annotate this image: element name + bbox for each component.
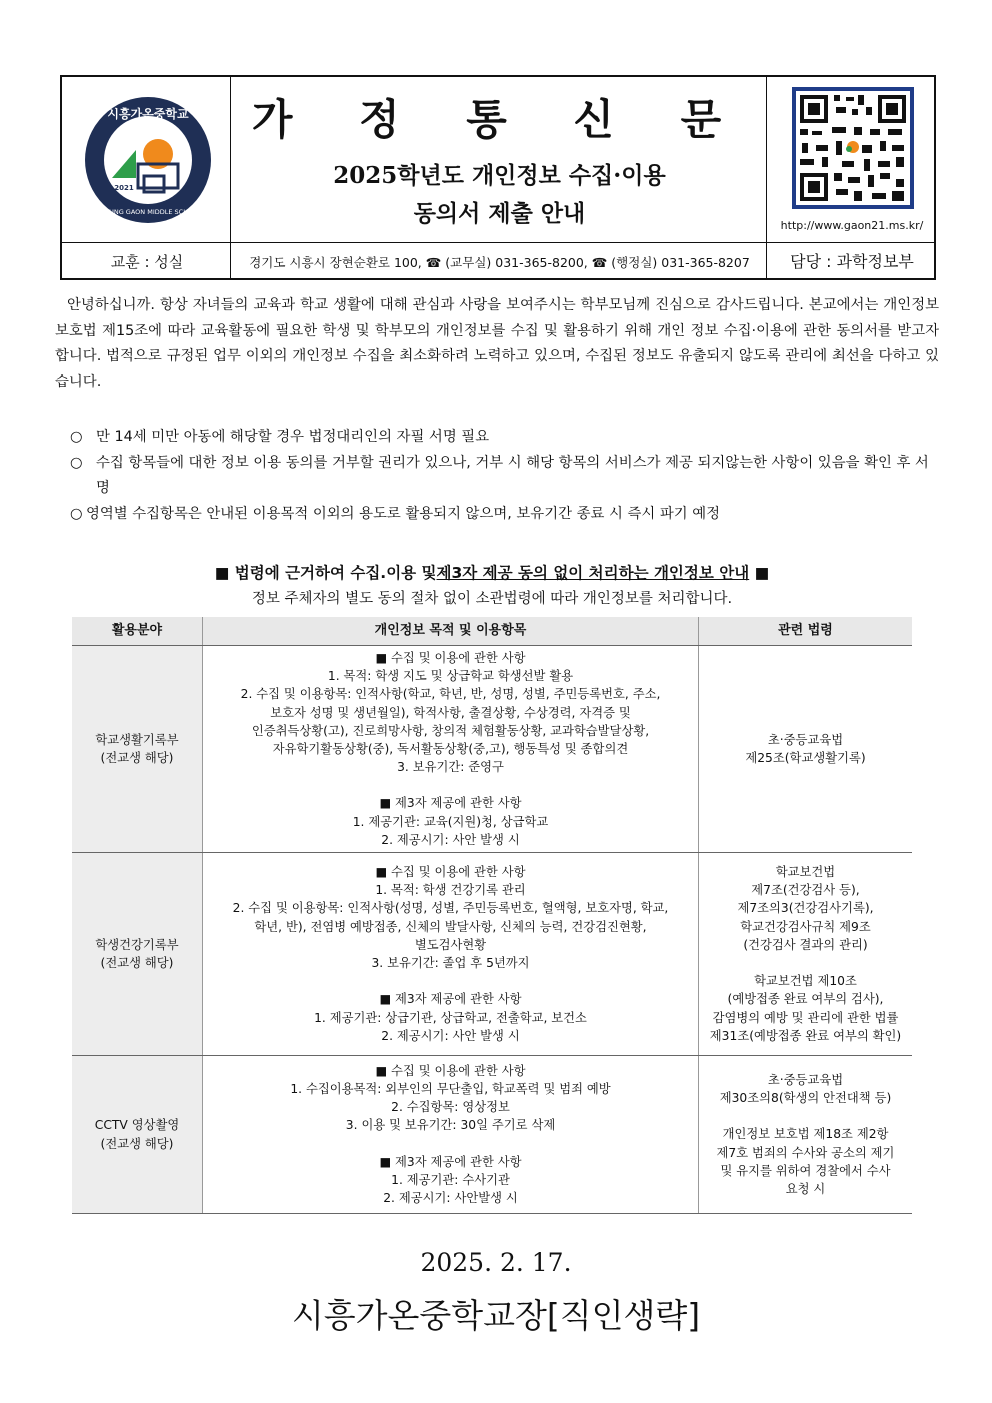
detail-line: 1. 수집이용목적: 외부인의 무단출입, 학교폭력 및 범죄 예방 (290, 1081, 611, 1096)
school-logo (84, 96, 212, 224)
logo-year: 2021 (114, 184, 134, 192)
law-line: 제7호 범죄의 수사와 공소의 제기 (716, 1145, 895, 1160)
category-cell (72, 853, 203, 1056)
detail-line: 3. 보유기간: 준영구 (397, 760, 504, 775)
detail-line: 인증취득상황(고), 진로희망사항, 창의적 체험활동상황, 교과학습발달상황, (251, 723, 650, 738)
detail-line: ■ 제3자 제공에 관한 사항 (379, 992, 522, 1007)
list-item (70, 425, 930, 451)
school-address: 경기도 시흥시 장현순환로 100, ☎ (교무실) 031-365-8200, ☎ (행정실) 031-365-8207 (249, 255, 750, 270)
law-line: 감염병의 예방 및 관리에 관한 법률 (712, 1010, 899, 1025)
category-cell (72, 1056, 203, 1214)
detail-line: 2. 수집항목: 영상정보 (391, 1100, 510, 1115)
note-text: 만 14세 미만 아동에 해당할 경우 법정대리인의 자필 서명 필요 (96, 429, 490, 445)
bullet-mark: ○ (70, 429, 83, 445)
subtitle-line-2: 동의서 제출 안내 (413, 200, 586, 227)
notes-list (70, 425, 930, 527)
law-line: 및 유지를 위하여 경찰에서 수사 (720, 1163, 891, 1178)
logo-ring-text: 시흥가온중학교 (107, 107, 189, 121)
detail-line: 1. 목적: 학생 건강기록 관리 (375, 883, 526, 898)
list-item (70, 451, 930, 502)
school-url[interactable]: http://www.gaon21.ms.kr/ (780, 219, 924, 232)
detail-line: ■ 수집 및 이용에 관한 사항 (375, 865, 526, 880)
privacy-info-table (72, 617, 912, 1214)
detail-line: 2. 수집 및 이용항목: 인적사항(학교, 학년, 반, 성명, 성별, 주민등록번호, 주소, (240, 687, 661, 702)
category-name: CCTV 영상촬영 (94, 1118, 180, 1133)
detail-line: 2. 제공시기: 사안 발생 시 (381, 832, 520, 847)
detail-spacer (203, 776, 698, 794)
law-cell (699, 853, 913, 1056)
detail-line: ■ 수집 및 이용에 관한 사항 (375, 650, 526, 665)
note-text: 영역별 수집항목은 안내된 이용목적 이외의 용도로 활용되지 않으며, 보유기간 종료 시 즉시 파기 예정 (86, 505, 720, 522)
law-line: 제31조(예방접종 완료 여부의 확인) (709, 1028, 902, 1043)
list-item (70, 502, 930, 528)
intro-paragraph: 안녕하십니까. 항상 자녀들의 교육과 학교 생활에 대해 관심과 사랑을 보여주시는 학부모님께 진심으로 감사드립니다. 본교에서는 개인정보 보호법 제15조에 따라 교육활동에 필요한 학생 및 학부모의 개인정보를 수집 및 활용하기 위해 개인 정보 수집·이용에 관한 동의서를 받고자 합니다. 법적으로 규정된 업무 이외의 개인정보 수집을 최소화하려 노력하고 있으며, 수집된 정보도 유출되지 않도록 관리에 최선을 다하고 있습니다. (55, 297, 939, 390)
detail-line: 학년, 반), 전염병 예방접종, 신체의 발달사항, 신체의 능력, 건강검진현황, (254, 919, 647, 934)
category-scope: (전교생 해당) (100, 956, 174, 970)
category-scope: (전교생 해당) (100, 751, 174, 765)
law-line: 학교건강검사규칙 제9조 (740, 919, 871, 934)
detail-line: 자유학기활동상황(중), 독서활동상황(중,고), 행동특성 및 종합의견 (272, 742, 629, 756)
newsletter-title: 가 정 통 신 문 (251, 95, 748, 144)
note-text: 수집 항목들에 대한 정보 이용 동의를 거부할 권리가 있으나, 거부 시 해당 항목의 서비스가 제공 되지않는한 사항이 있음을 확인 후 서명 (96, 454, 929, 496)
issue-date: 2025. 2. 17. (420, 1248, 572, 1277)
detail-line: 별도검사현황 (414, 937, 487, 952)
detail-line: 보호자 성명 및 생년월일), 학적사항, 출결상황, 수상경력, 자격증 및 (270, 705, 631, 720)
category-name: 학교생활기록부 (95, 732, 179, 747)
section-subheading: 정보 주체자의 별도 동의 절차 없이 소관법령에 따라 개인정보를 처리합니다. (251, 591, 733, 607)
category-cell (72, 646, 203, 853)
bullet-mark: ○ (70, 505, 83, 522)
law-line: (건강검사 결과의 관리) (743, 937, 868, 952)
law-line: 제7조의3(건강검사기록), (737, 901, 874, 916)
section-heading (72, 561, 912, 583)
detail-line: 3. 보유기간: 졸업 후 5년까지 (371, 956, 530, 971)
category-name: 학생건강기록부 (95, 937, 179, 952)
table-row (72, 853, 912, 1056)
detail-spacer (203, 972, 698, 990)
law-line: 학교보건법 제10조 (754, 974, 857, 989)
table-row (72, 1056, 912, 1214)
law-line: 제7조(건강검사 등), (751, 883, 860, 898)
detail-line: ■ 제3자 제공에 관한 사항 (379, 1154, 522, 1169)
detail-line: ■ 수집 및 이용에 관한 사항 (375, 1063, 526, 1078)
law-line: 초‧중등교육법 (767, 732, 844, 747)
detail-line: 1. 제공기관: 수사기관 (391, 1172, 510, 1187)
section-heading-underlined: 제3자 제공 동의 없이 처리하는 개인정보 안내 (436, 564, 750, 582)
law-cell (699, 646, 913, 853)
law-line: 초‧중등교육법 (767, 1072, 844, 1087)
table-header-row (72, 617, 912, 646)
logo-english-text: SIHEUNG GAON MIDDLE SCHOOL (94, 208, 202, 216)
table-row (72, 646, 912, 853)
law-cell (699, 1056, 913, 1214)
subtitle-line-1: 2025학년도 개인정보 수집·이용 (333, 162, 666, 189)
detail-spacer (203, 1135, 698, 1153)
column-header: 활용분야 (72, 617, 203, 646)
detail-line: 2. 제공시기: 사안 발생 시 (381, 1028, 520, 1043)
detail-line: 1. 제공기관: 교육(지원)청, 상급학교 (352, 814, 549, 829)
details-cell (203, 1056, 699, 1214)
law-line: 요청 시 (785, 1181, 826, 1196)
detail-line: 2. 수집 및 이용항목: 인적사항(성명, 성별, 주민등록번호, 혈액형, 보호자명, 학교, (232, 901, 669, 916)
qr-code-icon[interactable] (792, 87, 914, 209)
divider (230, 77, 231, 278)
column-header: 관련 법령 (699, 617, 913, 646)
principal-signature: 시흥가온중학교장[직인생략] (291, 1296, 701, 1335)
law-line: 제25조(학교생활기록) (745, 751, 866, 765)
department-contact: 담당 : 과학정보부 (790, 252, 914, 271)
section-heading-suffix: ■ (754, 564, 770, 582)
law-line: (예방접종 완료 여부의 검사), (727, 992, 884, 1007)
section-heading-prefix: ■ 법령에 근거하여 수집.이용 및 (214, 564, 437, 582)
law-spacer (699, 954, 912, 972)
detail-line: 2. 제공시기: 사안발생 시 (383, 1191, 518, 1205)
category-scope: (전교생 해당) (100, 1136, 174, 1151)
divider (62, 242, 934, 243)
law-line: 제30조의8(학생의 안전대책 등) (719, 1091, 892, 1106)
school-motto: 교훈 : 성실 (110, 253, 184, 271)
detail-line: 1. 목적: 학생 지도 및 상급학교 학생선발 활용 (327, 669, 574, 684)
detail-line: 3. 이용 및 보유기간: 30일 주기로 삭제 (345, 1118, 556, 1133)
law-line: 개인정보 보호법 제18조 제2항 (722, 1127, 889, 1142)
detail-line: ■ 제3자 제공에 관한 사항 (379, 796, 522, 811)
details-cell (203, 853, 699, 1056)
bullet-mark: ○ (70, 454, 83, 471)
detail-line: 1. 제공기관: 상급기관, 상급학교, 전출학교, 보건소 (314, 1010, 587, 1025)
details-cell (203, 646, 699, 853)
law-line: 학교보건법 (775, 865, 836, 880)
letter-header (60, 75, 936, 280)
column-header: 개인정보 목적 및 이용항목 (203, 617, 699, 646)
law-spacer (699, 1107, 912, 1125)
